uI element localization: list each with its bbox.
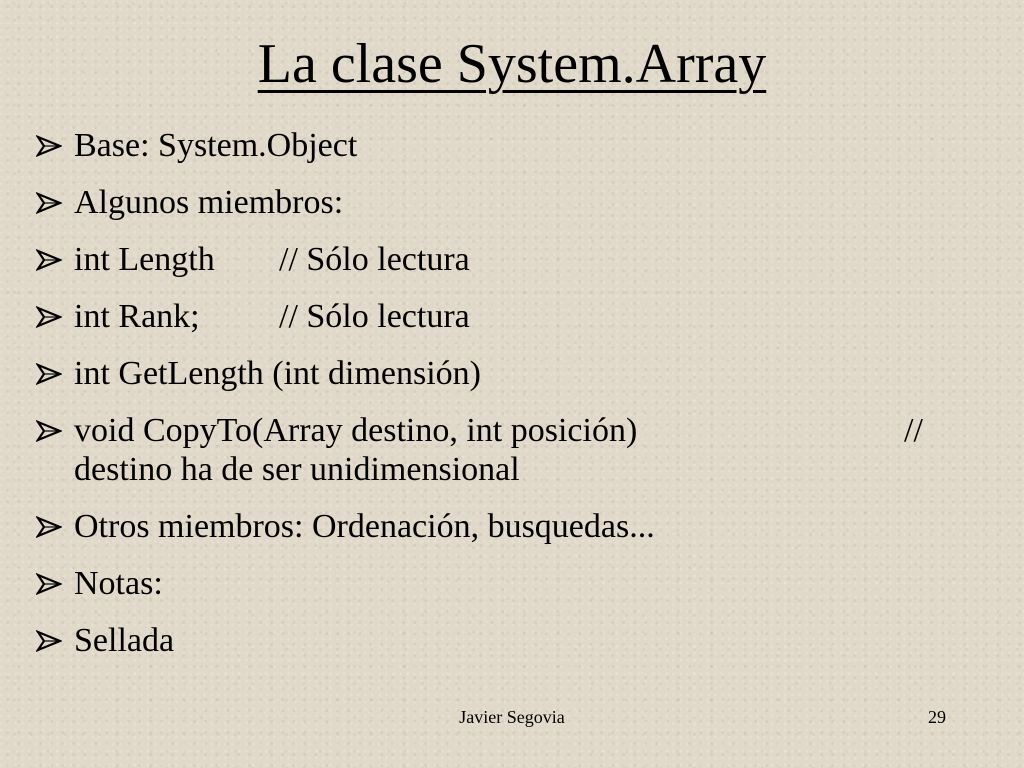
member-signature: int Length — [74, 241, 215, 278]
bullet-list — [36, 126, 966, 678]
arrowhead-bullet-icon — [36, 249, 62, 271]
bullet-item-length — [36, 240, 966, 279]
arrowhead-bullet-icon — [36, 306, 62, 328]
footer-author: Javier Segovia — [459, 707, 565, 727]
bullet-text: Otros miembros: Ordenación, busquedas... — [74, 508, 655, 545]
bullet-item-rank — [36, 297, 966, 336]
bullet-item-others — [36, 507, 966, 546]
bullet-text: Base: System.Object — [74, 127, 358, 164]
slide-title: La clase System.Array — [257, 33, 767, 95]
arrowhead-bullet-icon — [36, 516, 62, 538]
bullet-item-copyto — [36, 411, 966, 489]
bullet-text: Sellada — [74, 622, 175, 659]
arrowhead-bullet-icon — [36, 573, 62, 595]
member-signature: void CopyTo(Array destino, int posición) — [74, 412, 638, 449]
member-signature: int Rank; — [74, 298, 200, 335]
bullet-continuation: destino ha de ser unidimensional — [74, 451, 520, 488]
arrowhead-bullet-icon — [36, 630, 62, 652]
bullet-item-notes — [36, 564, 966, 603]
footer-page-number: 29 — [928, 707, 946, 727]
bullet-item-sealed — [36, 621, 966, 660]
bullet-text: int GetLength (int dimensión) — [74, 355, 481, 392]
bullet-item-members — [36, 183, 966, 222]
bullet-text: Algunos miembros: — [74, 184, 344, 221]
arrowhead-bullet-icon — [36, 420, 62, 442]
bullet-text: Notas: — [74, 565, 163, 602]
bullet-item-base — [36, 126, 966, 165]
arrowhead-bullet-icon — [36, 135, 62, 157]
arrowhead-bullet-icon — [36, 363, 62, 385]
bullet-item-getlength — [36, 354, 966, 393]
member-comment: // Sólo lectura — [279, 241, 470, 278]
member-comment: // Sólo lectura — [279, 298, 470, 335]
arrowhead-bullet-icon — [36, 192, 62, 214]
member-comment: // — [904, 412, 923, 449]
